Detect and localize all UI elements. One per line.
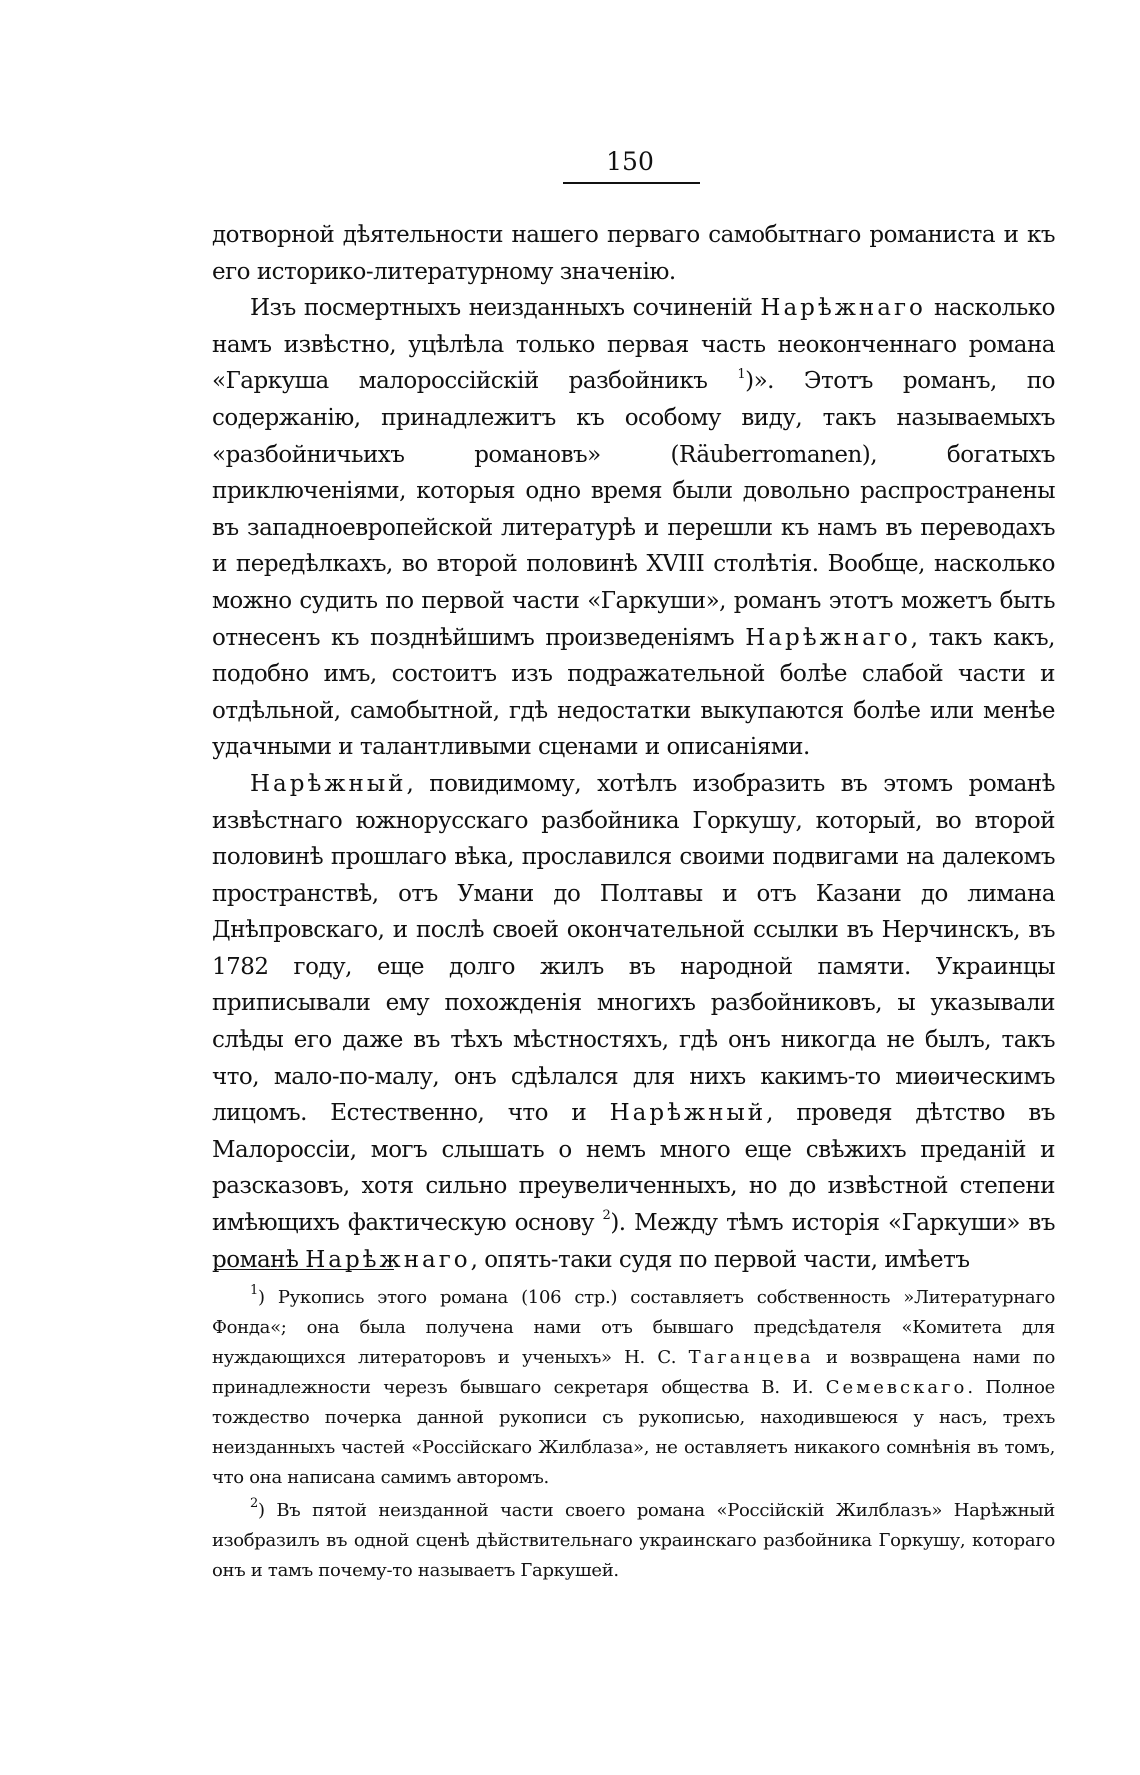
- page-number: 150: [606, 147, 654, 176]
- paragraph-1: дотворной дѣятельности нашего перваго самобытнаго романиста и къ его историко-литературному значенію.: [212, 222, 1055, 285]
- footnote-2: [212, 1496, 1055, 1586]
- footnote-separator: [214, 1269, 394, 1270]
- person-name-spaced: Таганцева: [688, 1347, 814, 1368]
- footnote-ref-2: 2: [602, 1208, 611, 1224]
- paragraph-2-text-d: , такъ какъ, подобно имъ, состоитъ изъ подражательной болѣе слабой части и отдѣльной, самобытной, гдѣ недостатки выкупаются болѣе или менѣе удачными и талантливыми сценами и описаніями.: [212, 624, 1055, 761]
- footnote-2-mark: 2: [250, 1496, 258, 1511]
- paragraph-2-text-b: насколько намъ извѣстно, уцѣлѣла только первая часть неоконченнаго романа «Гаркуша малороссійскій разбойникъ: [212, 295, 1055, 395]
- page-number-rule: [563, 182, 700, 184]
- author-name-spaced: Нарѣжный: [250, 770, 407, 797]
- paragraph-3: [212, 766, 1055, 1278]
- author-name-spaced: Нарѣжнаго: [305, 1246, 471, 1273]
- paragraph-3-text-a: , повидимому, хотѣлъ изобразить въ этомъ романѣ извѣстнаго южнорусскаго разбойника Горкушу, который, во второй половинѣ прошлаго вѣка, прославился своими подвигами на далекомъ пространствѣ, отъ Умани до Полтавы и отъ Казани до лимана Днѣпровскаго, и послѣ своей окончательной ссылки въ Нерчинскъ, въ 1782 году, еще долго жилъ въ народной памяти. Украинцы приписывали ему похожденія многихъ разбойниковъ, ы указывали слѣды его даже въ тѣхъ мѣстностяхъ, гдѣ онъ никогда не былъ, такъ что, мало-по-малу, онъ сдѣлался для нихъ какимъ-то миѳическимъ лицомъ. Естественно, что и: [212, 770, 1055, 1127]
- author-name-spaced: Нарѣжнаго: [745, 624, 911, 651]
- paragraph-3-text-d: , опять-таки судя по первой части, имѣетъ: [470, 1246, 970, 1273]
- author-name-spaced: Нарѣжный: [609, 1100, 767, 1127]
- footnote-1-mark: 1: [250, 1283, 258, 1298]
- paragraph-3-text-b: , проведя дѣтство въ Малороссіи, могъ слышать о немъ много еще свѣжихъ преданій и разсказовъ, хотя сильно преувеличенныхъ, но до извѣстной степени имѣющихъ фактическую основу: [212, 1100, 1055, 1237]
- footnote-1: [212, 1283, 1055, 1493]
- paragraph-2: [212, 290, 1055, 766]
- main-text: [212, 217, 1055, 1278]
- footnote-ref-1: 1: [737, 366, 746, 382]
- footnote-1-text-c: . Полное тождество почерка данной рукописи съ рукописью, находившеюся у насъ, трехъ неизданныхъ частей «Россійскаго Жилблаза», не оставляетъ никакого сомнѣнія въ томъ, что она написана самимъ авторомъ.: [212, 1377, 1056, 1488]
- paragraph-2-text-c: )». Этотъ романъ, по содержанію, принадлежитъ къ особому виду, такъ называемыхъ «разбойничьихъ романовъ» (Räuberromanen), богатыхъ приключеніями, которыя одно время были довольно распространены въ западноевропейской литературѣ и перешли къ намъ въ переводахъ и передѣлкахъ, во второй половинѣ XVIII столѣтія. Вообще, насколько можно судить по первой части «Гаркуши», романъ этотъ можетъ быть отнесенъ къ позднѣйшимъ произведеніямъ: [212, 368, 1055, 651]
- paragraph-3-text-c: ). Между тѣмъ исторія «Гаркуши» въ романѣ: [212, 1210, 1055, 1273]
- footnote-2-text: ) Въ пятой неизданной части своего романа «Россійскій Жилблазъ» Нарѣжный изобразилъ въ одной сценѣ дѣйствительнаго украинскаго разбойника Горкушу, котораго онъ и тамъ почему-то называетъ Гаркушей.: [212, 1500, 1055, 1581]
- footnote-1-text-a: ) Рукопись этого романа (106 стр.) составляетъ собственность »Литературнаго Фонда«; она была получена нами отъ бывшаго предсѣдателя «Комитета для нуждающихся литераторовъ и ученыхъ» Н. С.: [212, 1287, 1055, 1368]
- person-name-spaced: Семевскаго: [825, 1377, 968, 1398]
- footnotes: [212, 1283, 1055, 1586]
- author-name-spaced: Нарѣжнаго: [760, 295, 926, 322]
- paragraph-2-text-a: Изъ посмертныхъ неизданныхъ сочиненій: [250, 295, 761, 322]
- footnote-1-text-b: и возвращена нами по принадлежности черезъ бывшаго секретаря общества В. И.: [212, 1347, 1055, 1398]
